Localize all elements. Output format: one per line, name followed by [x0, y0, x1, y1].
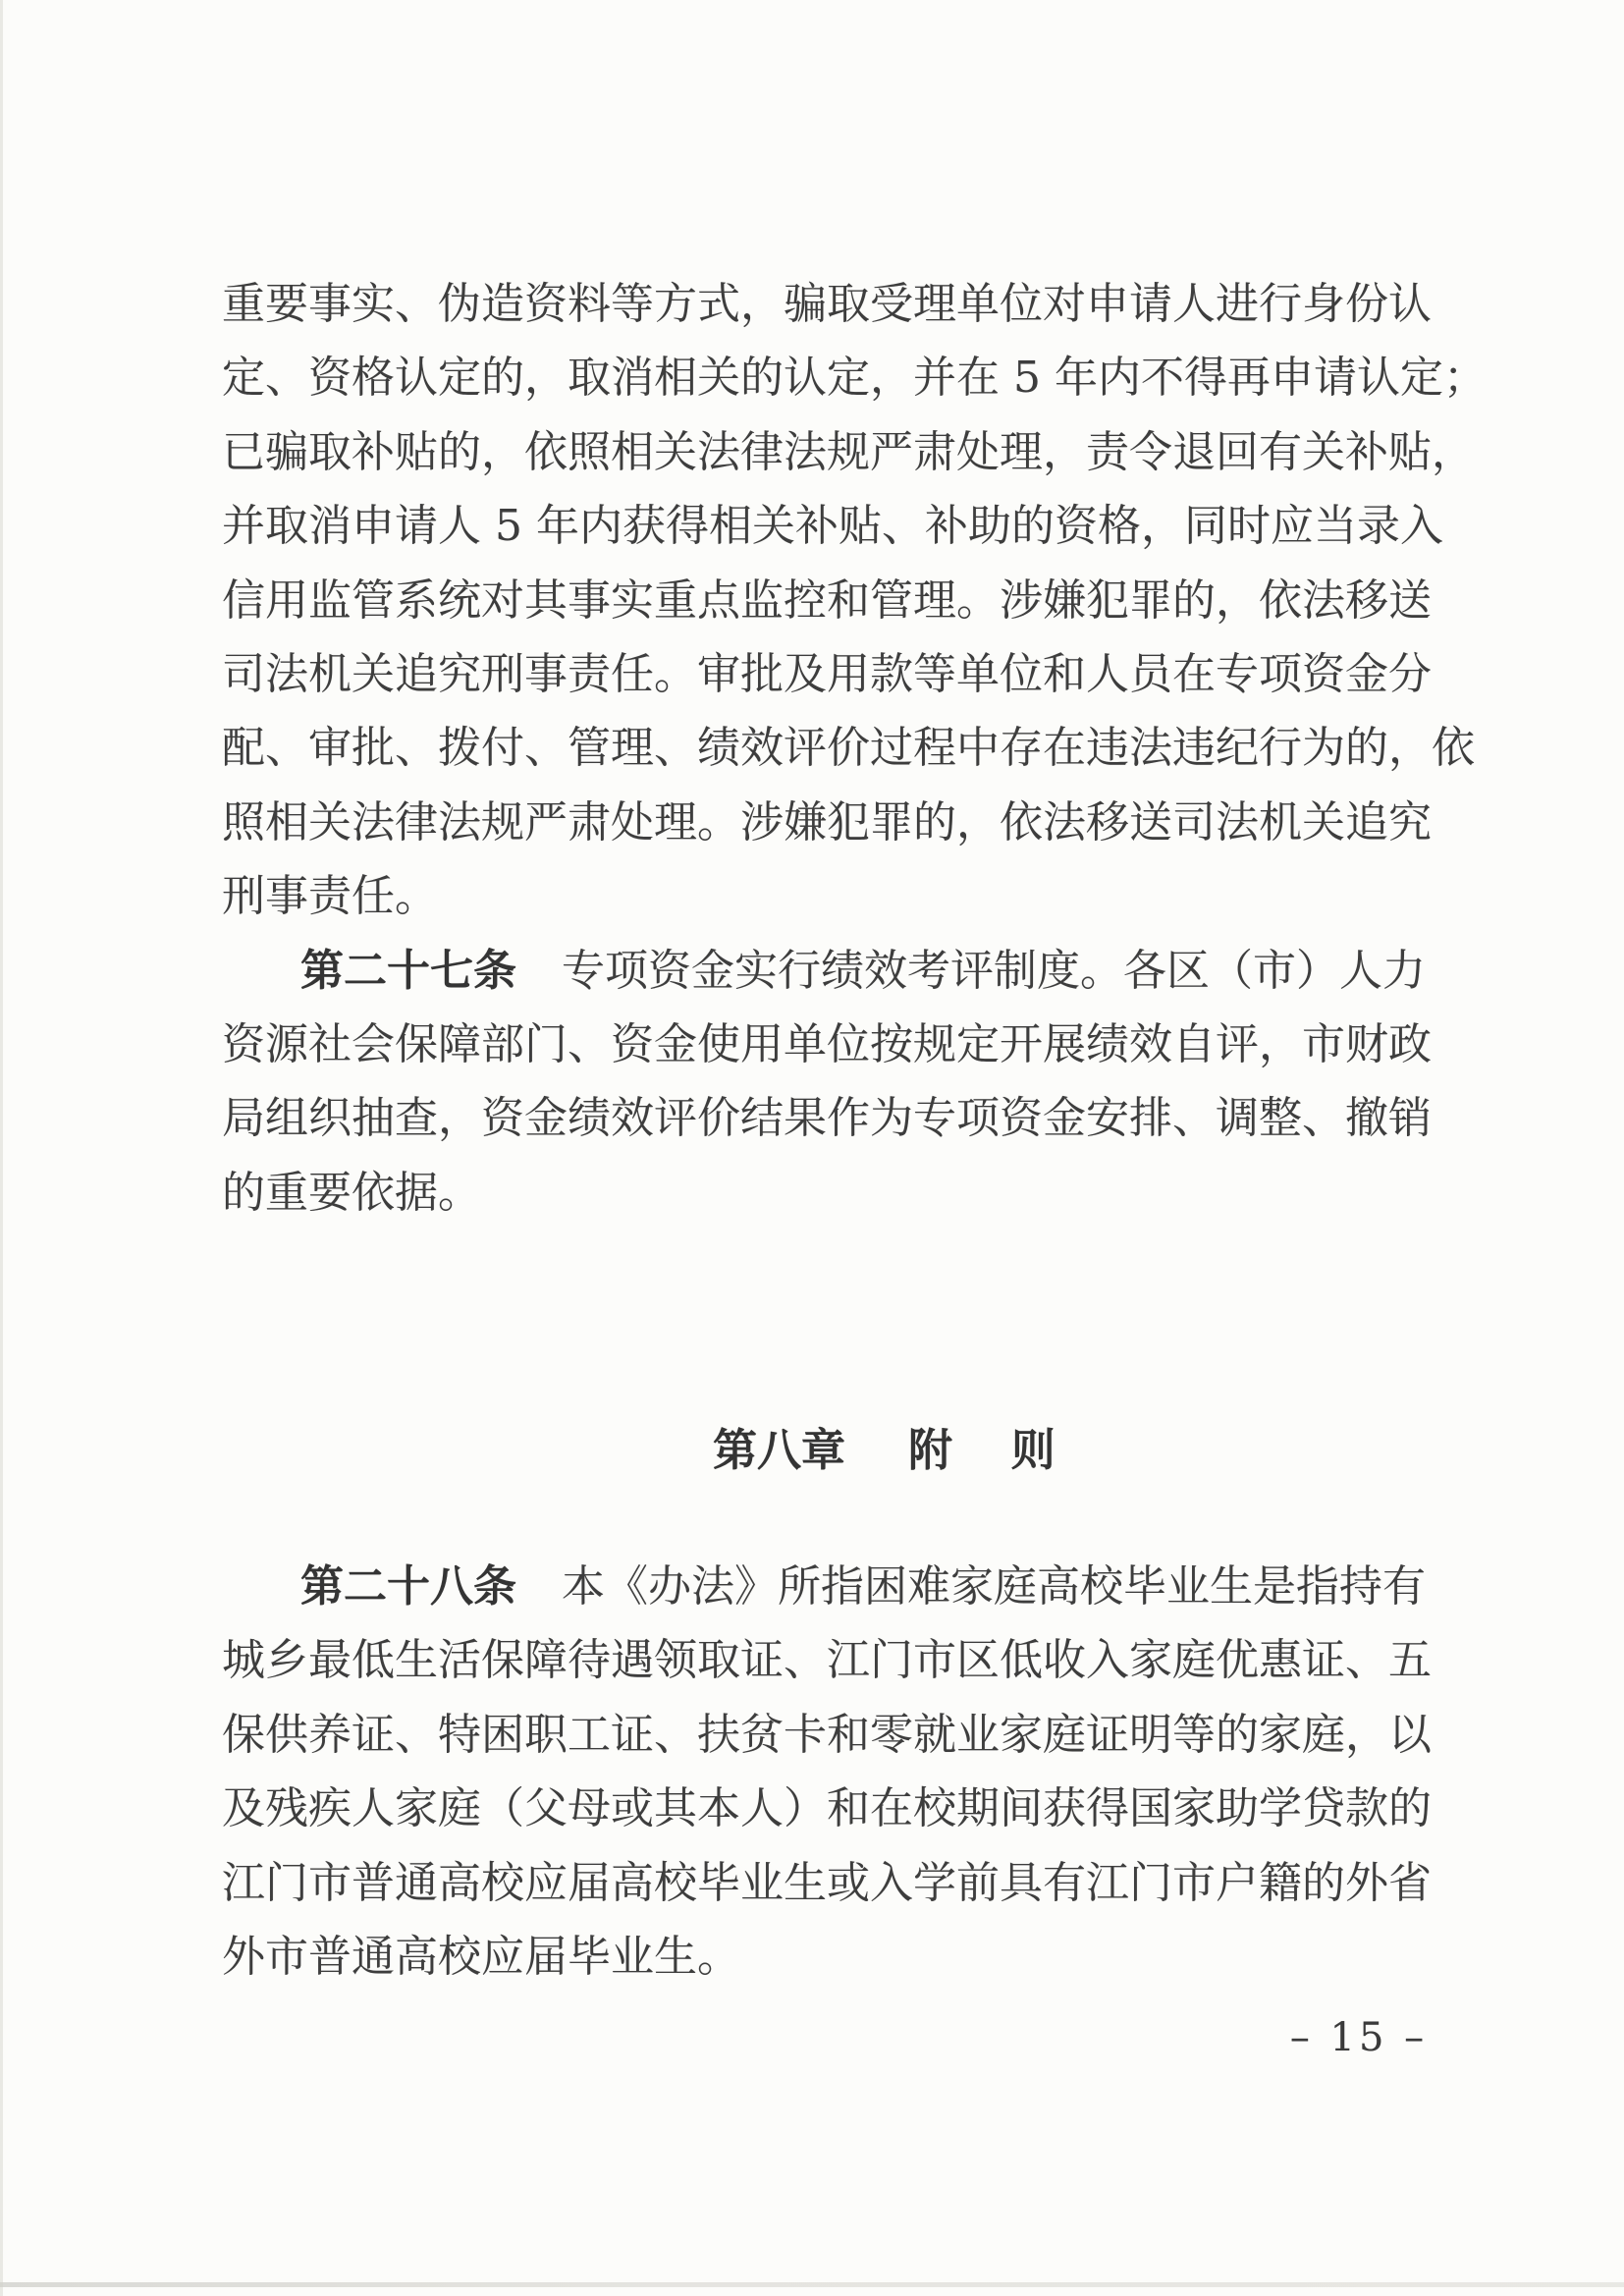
page-number: – 15 –: [1289, 2015, 1429, 2060]
body-line: 信用监管系统对其事实重点监控和管理。涉嫌犯罪的，依法移送: [222, 574, 1432, 626]
body-line: 司法机关追究刑事责任。审批及用款等单位和人员在专项资金分: [222, 648, 1432, 699]
body-line: 及残疾人家庭（父母或其本人）和在校期间获得国家助学贷款的: [222, 1783, 1432, 1834]
main-text-block: [222, 267, 1487, 1230]
article-28-text: 本《办法》所指困难家庭高校毕业生是指持有: [562, 1561, 1426, 1612]
chapter-number: 第八章: [713, 1424, 846, 1476]
scan-artifact-bottom-edge: [0, 2282, 1624, 2287]
body-line: 城乡最低生活保障待遇领取证、江门市区低收入家庭优惠证、五: [222, 1635, 1432, 1686]
article-27-first-line: [222, 934, 1439, 1008]
body-line: 配、审批、拨付、管理、绩效评价过程中存在违法违纪行为的，依: [222, 723, 1475, 774]
body-line: 局组织抽查，资金绩效评价结果作为专项资金安排、调整、撤销: [222, 1093, 1432, 1144]
body-line: 资源社会保障部门、资金使用单位按规定开展绩效自评，市财政: [222, 1018, 1432, 1069]
article-28-block: [222, 1550, 1439, 1994]
body-line: 定、资格认定的，取消相关的认定，并在 5 年内不得再申请认定；: [222, 353, 1487, 404]
body-line: 刑事责任。: [222, 871, 438, 922]
article-27-text: 专项资金实行绩效考评制度。各区（市）人力: [562, 945, 1426, 996]
body-line: 外市普通高校应届毕业生。: [222, 1931, 740, 1982]
article-28-term: 第二十八条: [300, 1561, 516, 1612]
body-line: 重要事实、伪造资料等方式，骗取受理单位对申请人进行身份认: [222, 279, 1432, 329]
body-line: 保供养证、特困职工证、扶贫卡和零就业家庭证明等的家庭，以: [222, 1709, 1432, 1760]
article-28-first-line: [222, 1550, 1439, 1623]
body-line: 已骗取补贴的，依照相关法律法规严肃处理，责令退回有关补贴，: [222, 426, 1475, 477]
chapter-title: 附 则: [908, 1424, 1077, 1476]
body-line: 江门市普通高校应届高校毕业生或入学前具有江门市户籍的外省: [222, 1857, 1432, 1908]
scan-artifact-left-edge: [0, 0, 3, 2296]
body-line: 的重要依据。: [222, 1167, 481, 1218]
article-27-term: 第二十七条: [300, 945, 516, 996]
chapter-heading: [713, 1414, 1077, 1478]
body-line: 并取消申请人 5 年内获得相关补贴、补助的资格，同时应当录入: [222, 501, 1443, 552]
body-line: 照相关法律法规严肃处理。涉嫌犯罪的，依法移送司法机关追究: [222, 796, 1432, 847]
